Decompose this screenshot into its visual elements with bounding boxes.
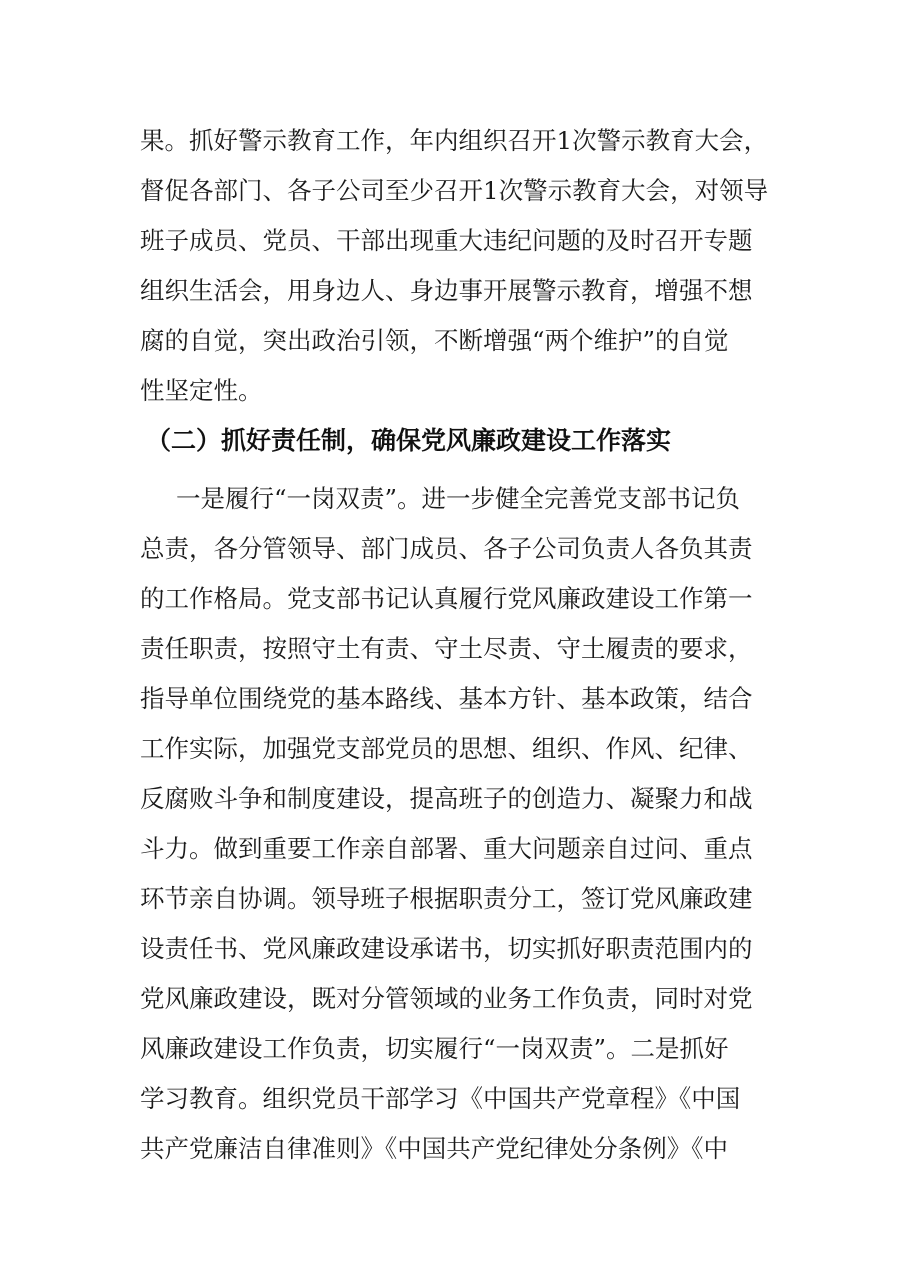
- paragraph-line: 斗力。做到重要工作亲自部署、重大问题亲自过问、重点: [140, 834, 753, 863]
- paragraph-line: 党风廉政建设，既对分管领域的业务工作负责，同时对党: [140, 984, 753, 1013]
- paragraph-line: 班子成员、党员、干部出现重大违纪问题的及时召开专题: [140, 226, 753, 255]
- paragraph-line: 腐的自觉，突出政治引领，不断增强“两个维护”的自觉: [140, 326, 729, 355]
- paragraph-line: 的工作格局。党支部书记认真履行党风廉政建设工作第一: [140, 584, 753, 613]
- paragraph-line: 性坚定性。: [140, 376, 263, 405]
- paragraph-line: 督促各部门、各子公司至少召开1次警示教育大会，对领导: [140, 176, 769, 205]
- paragraph-line: 共产党廉洁自律准则》《中国共产党纪律处分条例》《中: [140, 1134, 728, 1163]
- section-heading: （二）抓好责任制，确保党风廉政建设工作落实: [146, 426, 672, 455]
- paragraph-line: 责任职责，按照守土有责、守土尽责、守土履责的要求，: [140, 634, 753, 663]
- paragraph-line: 工作实际，加强党支部党员的思想、组织、作风、纪律、: [140, 734, 753, 763]
- paragraph-line: 果。抓好警示教育工作，年内组织召开1次警示教育大会，: [140, 126, 769, 155]
- paragraph-line: 组织生活会，用身边人、身边事开展警示教育，增强不想: [140, 276, 753, 305]
- paragraph-line: 指导单位围绕党的基本路线、基本方针、基本政策，结合: [140, 684, 753, 713]
- paragraph-line: 总责，各分管领导、部门成员、各子公司负责人各负其责: [140, 534, 753, 563]
- paragraph-line: 设责任书、党风廉政建设承诺书，切实抓好职责范围内的: [140, 934, 753, 963]
- paragraph-line: 反腐败斗争和制度建设，提高班子的创造力、凝聚力和战: [140, 784, 753, 813]
- paragraph-line: 风廉政建设工作负责，切实履行“一岗双责”。二是抓好: [140, 1034, 729, 1063]
- paragraph-line: 环节亲自协调。领导班子根据职责分工，签订党风廉政建: [140, 884, 753, 913]
- paragraph-line: 学习教育。组织党员干部学习《中国共产党章程》《中国: [140, 1084, 741, 1113]
- paragraph-line: 一是履行“一岗双责”。进一步健全完善党支部书记负: [176, 484, 741, 513]
